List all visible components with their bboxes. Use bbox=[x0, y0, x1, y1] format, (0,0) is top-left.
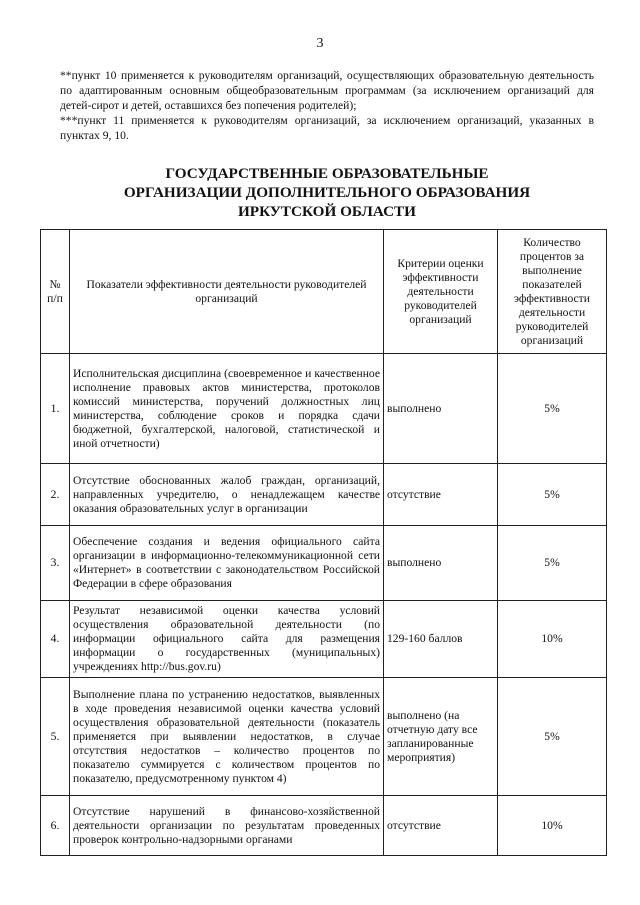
row-num: 1. bbox=[41, 354, 70, 464]
row-indicator: Результат независимой оценки качества условий осуществления образовательной деятельности (по информации официального сайта для размещения информации о государственных (муниципальных) учреждениях http://bus.gov.ru) bbox=[70, 601, 384, 678]
table-row bbox=[41, 526, 607, 601]
section-title bbox=[60, 164, 594, 221]
row-num: 3. bbox=[41, 526, 70, 601]
row-num: 2. bbox=[41, 464, 70, 526]
row-percent: 5% bbox=[498, 464, 607, 526]
section-title-line: ОРГАНИЗАЦИИ ДОПОЛНИТЕЛЬНОГО ОБРАЗОВАНИЯ bbox=[123, 184, 531, 201]
row-criteria: выполнено (на отчетную дату все запланированные мероприятия) bbox=[384, 678, 498, 796]
row-percent: 10% bbox=[498, 601, 607, 678]
row-num: 6. bbox=[41, 796, 70, 856]
section-title-line: ИРКУТСКОЙ ОБЛАСТИ bbox=[237, 203, 416, 220]
page-number: 3 bbox=[316, 36, 324, 51]
table-row bbox=[41, 464, 607, 526]
table-row bbox=[41, 354, 607, 464]
row-percent: 5% bbox=[498, 678, 607, 796]
table-header-row bbox=[41, 230, 607, 354]
row-percent: 10% bbox=[498, 796, 607, 856]
table-row bbox=[41, 796, 607, 856]
table-row bbox=[41, 601, 607, 678]
row-criteria: отсутствие bbox=[384, 796, 498, 856]
footnote-triple-asterisk: ***пункт 11 применяется к руководителям организаций, за исключением организаций, указанных в пунктах 9, 10. bbox=[60, 114, 594, 142]
row-criteria: отсутствие bbox=[384, 464, 498, 526]
row-criteria: выполнено bbox=[384, 526, 498, 601]
row-indicator: Отсутствие нарушений в финансово-хозяйственной деятельности организации по результатам проведенных проверок контрольно-надзорными органами bbox=[70, 796, 384, 856]
row-indicator: Исполнительская дисциплина (своевременное и качественное исполнение правовых актов министерства, протоколов комиссий министерства, поручений должностных лиц министерства, соблюдение сроков и порядка сдачи бюджетной, бухгалтерской, налоговой, статистической и иной отчетности) bbox=[70, 354, 384, 464]
row-criteria: выполнено bbox=[384, 354, 498, 464]
section-title-line: ГОСУДАРСТВЕННЫЕ ОБРАЗОВАТЕЛЬНЫЕ bbox=[165, 165, 489, 182]
row-num: 5. bbox=[41, 678, 70, 796]
row-indicator: Обеспечение создания и ведения официального сайта организации в информационно-телекоммуникационной сети «Интернет» в соответствии с законодательством Российской Федерации в сфере образования bbox=[70, 526, 384, 601]
header-criteria: Критерии оценки эффективности деятельности руководителей организаций bbox=[384, 230, 498, 354]
row-num: 4. bbox=[41, 601, 70, 678]
header-num: № п/п bbox=[41, 230, 70, 354]
footnotes bbox=[60, 68, 594, 143]
row-indicator: Отсутствие обоснованных жалоб граждан, организаций, направленных учредителю, о ненадлежащем качестве оказания образовательных услуг в организации bbox=[70, 464, 384, 526]
row-criteria: 129-160 баллов bbox=[384, 601, 498, 678]
indicators-table bbox=[40, 229, 607, 856]
footnote-double-asterisk: **пункт 10 применяется к руководителям организаций, осуществляющих образовательную деятельность по адаптированным основным общеобразовательным программам (за исключением организаций для детей-сирот и детей, оставшихся без попечения родителей); bbox=[60, 69, 594, 112]
row-percent: 5% bbox=[498, 526, 607, 601]
table-row bbox=[41, 678, 607, 796]
row-indicator: Выполнение плана по устранению недостатков, выявленных в ходе проведения независимой оценки качества условий осуществления образовательной деятельности (показатель применяется при выявлении недостатков, в случае отсутствия недостатков – количество процентов по показателю суммируется с количеством процентов по показателю, предусмотренному пунктом 4) bbox=[70, 678, 384, 796]
row-percent: 5% bbox=[498, 354, 607, 464]
header-percent: Количество процентов за выполнение показателей эффективности деятельности руководителей организаций bbox=[498, 230, 607, 354]
header-indicator: Показатели эффективности деятельности руководителей организаций bbox=[70, 230, 384, 354]
